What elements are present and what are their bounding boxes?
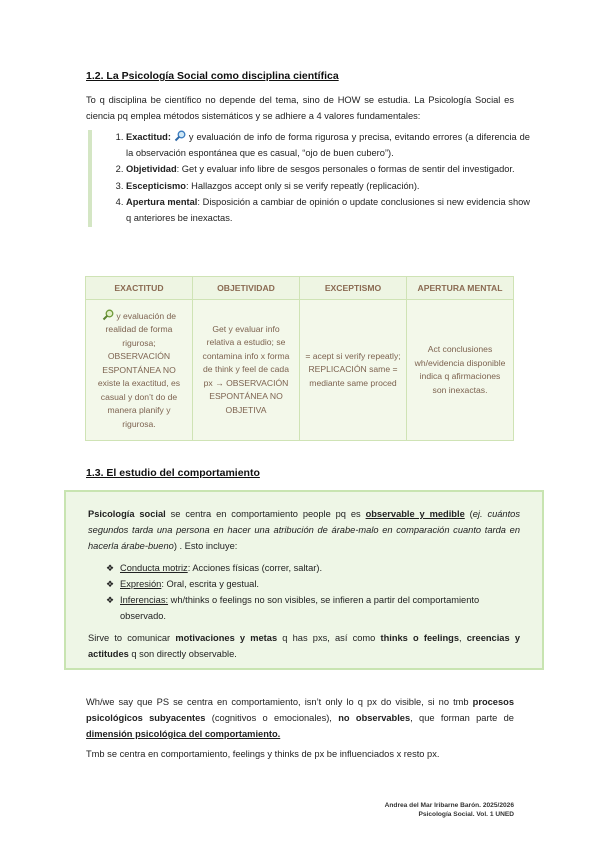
list-item: 1. Exactitud: y evaluación de info de forma rigurosa y precisa, evitando errores (a diferencia de la observación espontánea que es casual, “ojo de buen cubero”). bbox=[126, 130, 530, 161]
table-cell: Get y evaluar info relativa a estudio; se contamina info x forma de think y feel de cada px → OBSERVACIÓN ESPONTÁNEA NO OBJETIVA bbox=[193, 300, 300, 441]
intro-paragraph: To q disciplina be científico no depende del tema, sino de HOW se estudia. La Psicología Social es ciencia pq emplea métodos sistemáticos y se adhiere a 4 valores fundamentales: bbox=[86, 95, 514, 121]
values-table bbox=[85, 276, 514, 441]
list-item: 4. Apertura mental: Disposición a cambiar de opinión o update conclusiones si new evidencia show q anteriores be inexactas. bbox=[126, 195, 530, 226]
page-footer bbox=[385, 801, 514, 819]
list-item: ❖ Inferencias: wh/thinks o feelings no son visibles, se infieren a partir del comportamiento observado. bbox=[106, 592, 520, 624]
magnifier-icon bbox=[174, 130, 186, 142]
list-item: 2. Objetividad: Get y evaluar info libre de sesgos personales o formas de sentir del investigador. bbox=[126, 162, 530, 178]
table-header: OBJETIVIDAD bbox=[193, 277, 300, 300]
section-heading-1-2: 1.2. La Psicología Social como disciplina científica bbox=[86, 70, 339, 82]
diamond-bullet-icon: ❖ bbox=[106, 595, 115, 605]
table-row bbox=[86, 300, 514, 441]
diamond-bullet-icon: ❖ bbox=[106, 579, 115, 589]
values-list bbox=[104, 130, 530, 226]
footer-course: Psicología Social. Vol. 1 UNED bbox=[418, 811, 514, 818]
table-header: EXCEPTISMO bbox=[300, 277, 407, 300]
table-header: APERTURA MENTAL bbox=[407, 277, 514, 300]
table-header-row bbox=[86, 277, 514, 300]
box-paragraph-1: Psicología social se centra en comportamiento people pq es observable y medible (ej. cuántos segundos tarda una persona en hacer una atribución de árabe-malo en comparación cuanto tarda en hacerla árabe-bueno) . Esto incluye: bbox=[88, 509, 521, 551]
table-cell: = acept si verify repeatly; REPLICACIÓN same = mediante same proced bbox=[300, 300, 407, 441]
list-item: 3. Escepticismo: Hallazgos accept only si se verify repeatly (replicación). bbox=[126, 179, 530, 195]
footer-author: Andrea del Mar Iribarne Barón. 2025/2026 bbox=[384, 802, 514, 809]
table-header: EXACTITUD bbox=[86, 277, 193, 300]
diamond-bullet-icon: ❖ bbox=[106, 563, 115, 573]
behavior-box bbox=[64, 490, 544, 670]
values-list-block bbox=[88, 130, 530, 227]
table-cell: y evaluación de realidad de forma rigurosa; OBSERVACIÓN ESPONTÁNEA NO existe la exactitud, es casual y don’t do de manera planify y rigurosa. bbox=[86, 300, 193, 441]
magnifier-icon bbox=[102, 309, 114, 321]
influence-paragraph: Tmb se centra en comportamiento, feelings y thinks de px be influenciados x resto px. bbox=[86, 749, 440, 759]
list-item: ❖ Expresión: Oral, escrita y gestual. bbox=[106, 576, 520, 592]
behavior-types-list bbox=[88, 560, 520, 624]
subyacentes-paragraph: Wh/we say que PS se centra en comportamiento, isn’t only lo q px do visible, si no tmb procesos psicológicos subyacentes (cognitivos o emocionales), no observables, que forman parte de dimensión psicológica del comportamiento. bbox=[86, 697, 514, 739]
box-paragraph-2: Sirve to comunicar motivaciones y metas q has pxs, así como thinks o feelings, creencias y actitudes q son directly observable. bbox=[88, 633, 520, 659]
list-item: ❖ Conducta motriz: Acciones físicas (correr, saltar). bbox=[106, 560, 520, 576]
section-heading-1-3: 1.3. El estudio del comportamiento bbox=[86, 467, 260, 479]
table-cell: Act conclusiones wh/evidencia disponible indica q afirmaciones son inexactas. bbox=[407, 300, 514, 441]
